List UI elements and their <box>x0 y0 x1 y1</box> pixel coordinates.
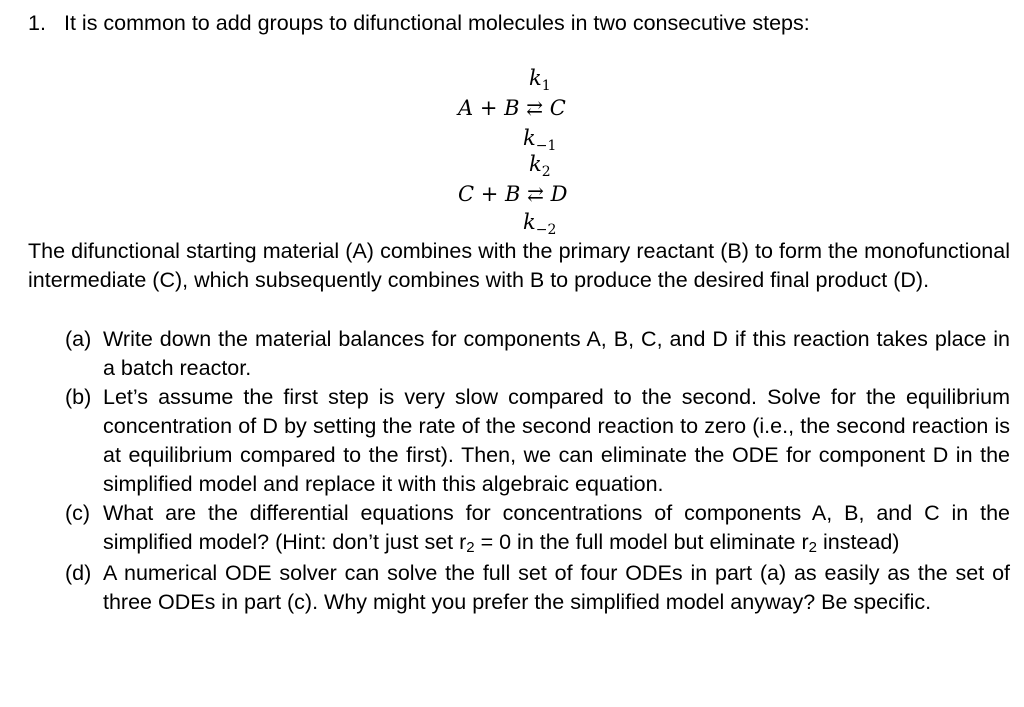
question-title-text: It is common to add groups to difunctional molecules in two consecutive steps: <box>64 11 810 35</box>
part-text: Write down the material balances for components A, B, C, and D if this reaction takes place in a batch reactor. <box>103 327 1010 380</box>
part-label: (d) <box>65 561 92 585</box>
equilibrium-arrow-icon: ⇄ <box>527 182 544 206</box>
reaction2-k-reverse: $k_{-2}$ <box>523 210 557 238</box>
part-text: A numerical ODE solver can solve the full set of four ODEs in part (a) as easily as the set of three ODEs in part (c). Why might you prefer the simplified model anyway? Be specific. <box>103 561 1010 614</box>
part-b <box>65 383 1010 499</box>
part-label: (a) <box>65 327 92 351</box>
question-parts <box>65 325 1010 617</box>
part-c <box>65 499 1010 559</box>
reaction1-k-reverse: $k_{-1}$ <box>523 126 557 154</box>
question-title <box>28 9 810 37</box>
reaction2-right: D <box>550 182 568 206</box>
reaction1-equation <box>458 96 566 120</box>
reaction1-k-forward: $k_1$ <box>529 66 551 94</box>
part-text: Let’s assume the first step is very slow compared to the second. Solve for the equilibrium concentration of D by setting the rate of the second reaction to zero (i.e., the second reaction is at equilibrium compared to the first). Then, we can eliminate the ODE for component D in the simplified model and replace it with this algebraic equation. <box>103 385 1010 496</box>
reaction1-right: C <box>549 96 566 120</box>
part-label: (b) <box>65 385 92 409</box>
question-number: 1. <box>28 11 46 35</box>
reaction1-left: A + B <box>458 96 520 120</box>
part-d <box>65 559 1010 617</box>
part-a <box>65 325 1010 383</box>
reaction2-equation <box>458 182 567 206</box>
intro-paragraph: The difunctional starting material (A) combines with the primary reactant (B) to form the monofunctional intermediate (C), which subsequently combines with B to produce the desired final product (D). <box>28 239 1010 292</box>
reaction2-left: C + B <box>458 182 521 206</box>
reaction2-k-forward: $k_2$ <box>529 152 551 180</box>
part-text: What are the differential equations for concentrations of components A, B, and C in the simplified model? (Hint: don’t just set r2 = 0 in the full model but eliminate r2 instead) <box>103 501 1010 556</box>
equilibrium-arrow-icon: ⇄ <box>526 96 543 120</box>
part-label: (c) <box>65 501 91 525</box>
